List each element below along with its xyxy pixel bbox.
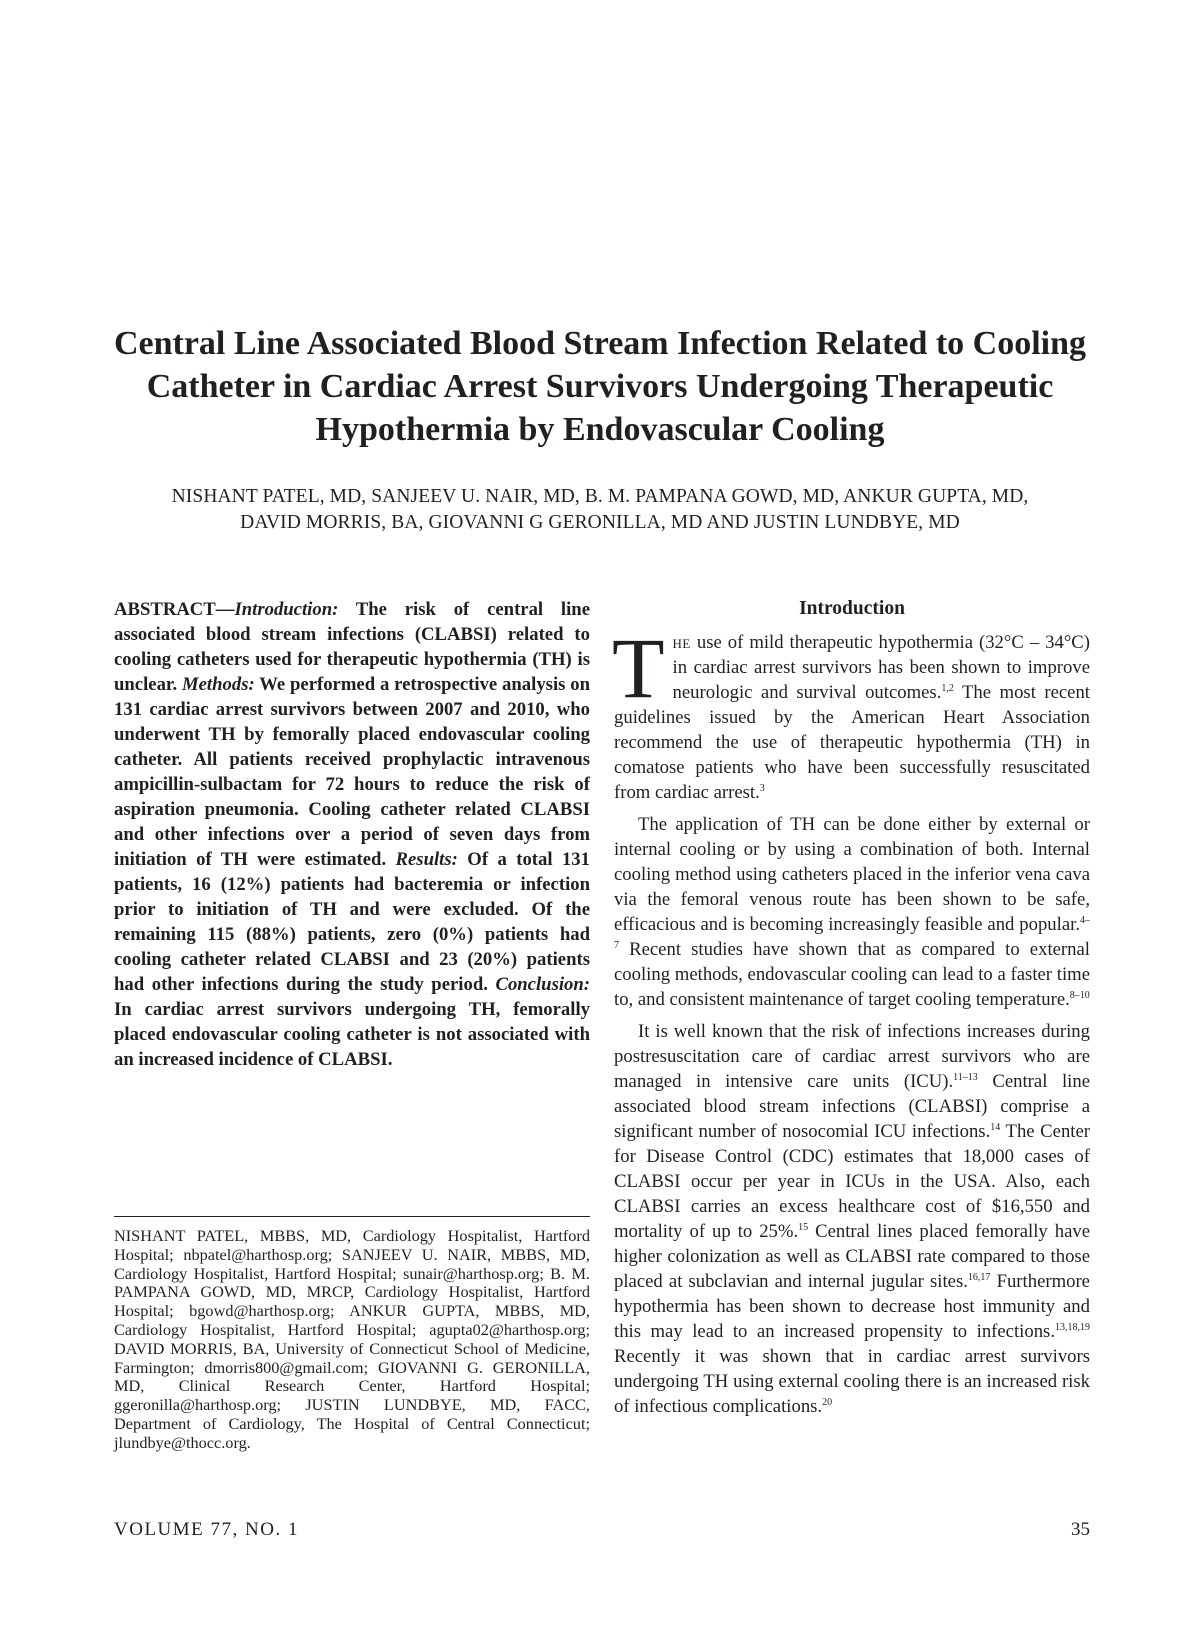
citation-ref: 15	[798, 1221, 809, 1233]
abstract-methods-text: We performed a retrospective analysis on 131 cardiac arrest survivors between 2007 and 2010, who underwent TH by femorally placed endovascular cooling catheter. All patients received prophylactic intravenous ampicillin-sulbactam for 72 hours to reduce the risk of aspiration pneumonia. Cooling catheter related CLABSI and other infections over a period of seven days from initiation of TH were estimated.	[114, 674, 590, 870]
author-list: NISHANT PATEL, MD, SANJEEV U. NAIR, MD, B. M. PAMPANA GOWD, MD, ANKUR GUPTA, MD, DAVID MORRIS, BA, GIOVANNI G GERONILLA, MD AND JUSTIN LUNDBYE, MD	[171, 486, 1029, 533]
p3-text-a: It is well known that the risk of infections increases during postresuscitation care of cardiac arrest survivors who are managed in intensive care units (ICU).	[614, 1021, 1090, 1092]
p3-text-d: Central lines placed femorally have higher colonization as well as CLABSI rate compared to those placed at subclavian and internal jugular sites.	[614, 1221, 1090, 1292]
p3-text-c: The Center for Disease Control (CDC) estimates that 18,000 cases of CLABSI occur per year in ICUs in the USA. Also, each CLABSI carries an excess healthcare cost of $16,550 and mortality of up to 25%.	[614, 1121, 1090, 1242]
intro-paragraph-2	[614, 812, 1090, 1012]
abstract-results-label: Results:	[395, 849, 458, 870]
p1-text-a: use of mild therapeutic hypothermia (32°C – 34°C) in cardiac arrest survivors has been shown to improve neurologic and survival outcomes.	[672, 632, 1090, 703]
page-number: 35	[1071, 1519, 1090, 1540]
p2-text-b: Recent studies have shown that as compared to external cooling methods, endovascular cooling can lead to a faster time to, and consistent maintenance of target cooling temperature.	[614, 939, 1090, 1010]
abstract-intro-text: The risk of central line associated blood stream infections (CLABSI) related to cooling catheters used for therapeutic hypothermia (TH) is unclear.	[114, 599, 590, 695]
citation-ref: 8–10	[1069, 989, 1090, 1001]
left-column	[114, 597, 590, 1072]
abstract-methods-label: Methods:	[182, 674, 255, 695]
abstract-results-text: Of a total 131 patients, 16 (12%) patients had bacteremia or infection prior to initiation of TH and were excluded. Of the remaining 115 (88%) patients, zero (0%) patients had cooling catheter related CLABSI and 23 (20%) patients had other infections during the study period.	[114, 849, 590, 995]
p1-text-b: The most recent guidelines issued by the American Heart Association recommend the use of therapeutic hypothermia (TH) in comatose patients who have been successfully resuscitated from cardiac arrest.	[614, 682, 1090, 803]
citation-ref: 16,17	[967, 1271, 991, 1283]
section-heading-introduction: Introduction	[799, 598, 905, 619]
citation-ref: 14	[990, 1121, 1001, 1133]
intro-paragraph-3	[614, 1019, 1090, 1419]
abstract-conclusion-text: In cardiac arrest survivors undergoing TH, femorally placed endovascular cooling catheter is not associated with an increased incidence of CLABSI.	[114, 999, 590, 1070]
footnote-divider	[114, 1216, 590, 1217]
abstract-conclusion-label: Conclusion:	[495, 974, 590, 995]
citation-ref: 3	[759, 782, 765, 794]
p2-text-a: The application of TH can be done either by external or internal cooling or by using a combination of both. Internal cooling method using catheters placed in the inferior vena cava via the femoral venous route has been shown to be safe, efficacious and is becoming increasingly feasible and popular.	[614, 814, 1090, 935]
citation-ref: 13,18,19	[1055, 1321, 1090, 1333]
article-title: Central Line Associated Blood Stream Infection Related to Cooling Catheter in Cardiac Arrest Survivors Undergoing Therapeutic Hypothermia by Endovascular Cooling	[113, 325, 1087, 448]
author-affiliations-footnote: NISHANT PATEL, MBBS, MD, Cardiology Hospitalist, Hartford Hospital; nbpatel@harthosp.org; SANJEEV U. NAIR, MBBS, MD, Cardiology Hospitalist, Hartford Hospital; sunair@harthosp.org; B. M. PAMPANA GOWD, MD, MRCP, Cardiology Hospitalist, Hartford Hospital; bgowd@harthosp.org; ANKUR GUPTA, MBBS, MD, Cardiology Hospitalist, Hartford Hospital; agupta02@harthosp.org; DAVID MORRIS, BA, University of Connecticut School of Medicine, Farmington; dmorris800@gmail.com; GIOVANNI G. GERONILLA, MD, Clinical Research Center, Hartford Hospital; ggeronilla@harthosp.org; JUSTIN LUNDBYE, MD, FACC, Department of Cardiology, The Hospital of Central Connecticut; jlundbye@thocc.org.	[114, 1226, 590, 1452]
citation-ref: 4–7	[614, 914, 1090, 951]
abstract-intro-label: Introduction:	[234, 599, 339, 620]
citation-ref: 1,2	[941, 682, 954, 694]
citation-ref: 11–13	[953, 1071, 978, 1083]
volume-footer: VOLUME 77, NO. 1	[114, 1519, 299, 1540]
p3-text-e: Furthermore hypothermia has been shown to decrease host immunity and this may lead to an increased propensity to infections.	[614, 1271, 1090, 1342]
citation-ref: 20	[822, 1396, 833, 1408]
abstract-label: ABSTRACT—	[114, 599, 235, 620]
p3-text-f: Recently it was shown that in cardiac arrest survivors undergoing TH using external cooling there is an increased risk of infectious complications.	[614, 1346, 1090, 1417]
intro-paragraph-1	[612, 620, 1090, 805]
right-column	[614, 597, 1090, 1419]
p3-text-b: Central line associated blood stream infections (CLABSI) comprise a significant number of nosocomial ICU infections.	[614, 1071, 1090, 1142]
drop-cap: T	[612, 620, 665, 716]
abstract	[114, 597, 590, 1072]
lead-word: he	[672, 632, 691, 653]
